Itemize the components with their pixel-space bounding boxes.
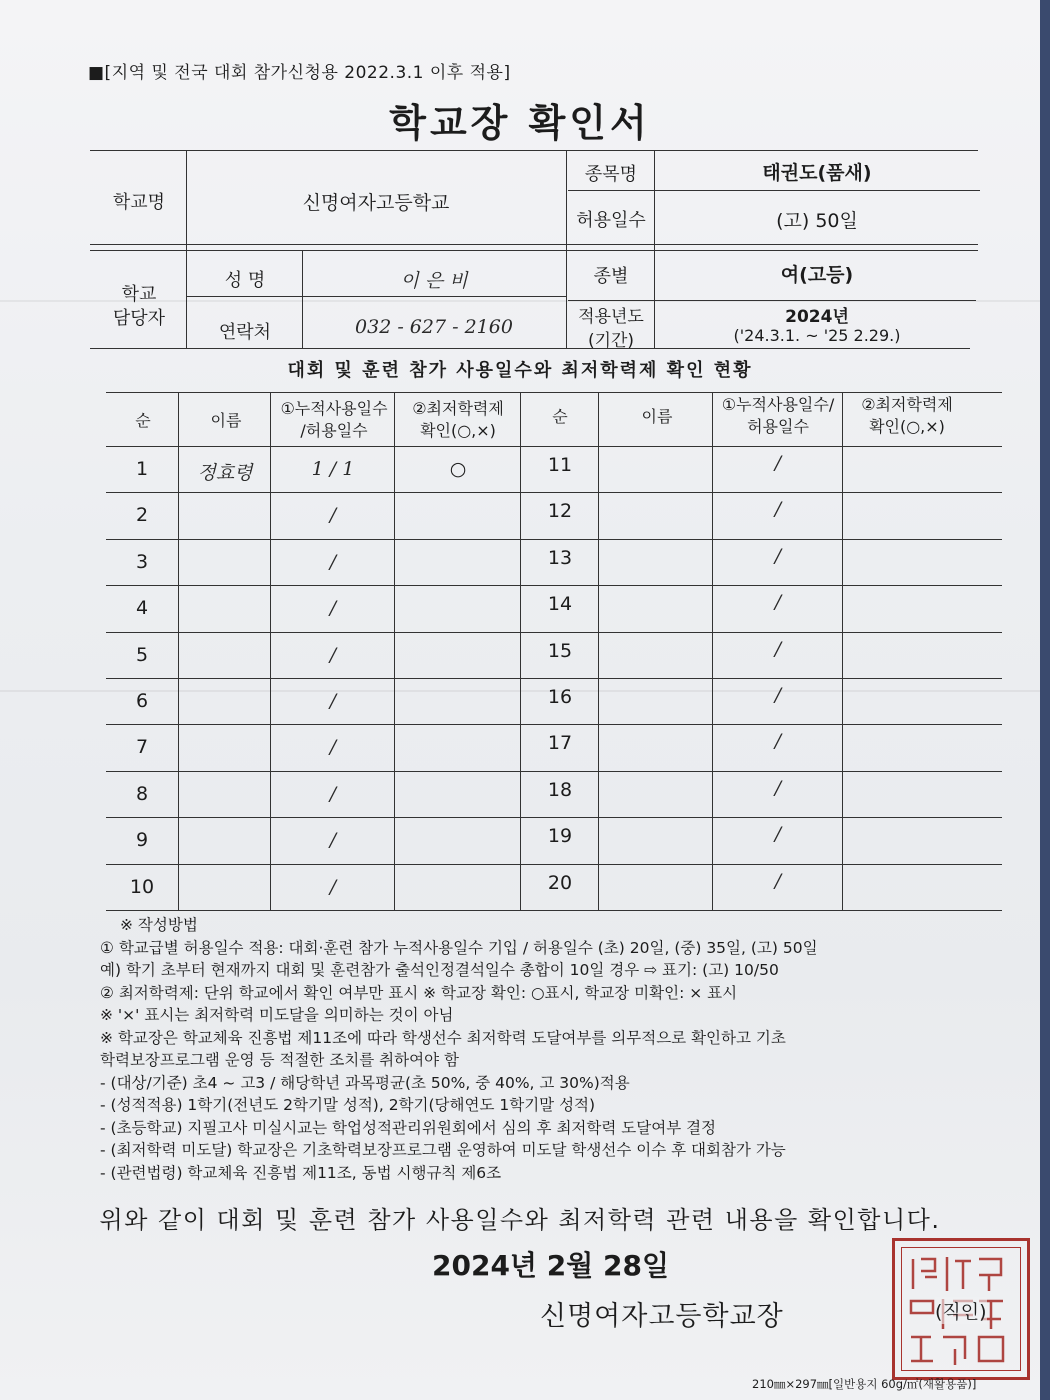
table-rule	[598, 392, 599, 910]
rule	[186, 296, 566, 297]
row-number: 4	[135, 597, 149, 619]
instruction-line: - (초등학교) 지필고사 미실시교는 학업성적관리위원회에서 심의 후 최저학력 도달여부 결정	[100, 1118, 717, 1137]
gender-value: 여(고등)	[780, 264, 854, 286]
days-used: /	[329, 690, 337, 712]
row-number: 10	[129, 876, 155, 898]
academic-check: ○	[449, 458, 467, 480]
days-used: /	[329, 597, 337, 619]
rule	[90, 150, 978, 151]
row-number: 14	[547, 593, 573, 615]
instruction-line: ② 최저학력제: 단위 학교에서 확인 여부만 표시 ※ 학교장 확인: ○표시, 학교장 미확인: × 표시	[100, 983, 738, 1002]
table-title: 대회 및 훈련 참가 사용일수와 최저학력제 확인 현황	[287, 360, 753, 381]
days-used: /	[329, 644, 337, 666]
header-academic: ②최저학력제	[412, 399, 504, 418]
rule	[90, 348, 970, 349]
table-rule	[106, 864, 1002, 865]
instruction-line: ※ '×' 표시는 최저학력 미도달을 의미하는 것이 아님	[100, 1006, 454, 1024]
header-no: 순	[552, 407, 568, 426]
table-rule	[842, 392, 843, 910]
row-number: 6	[135, 690, 149, 712]
header-no: 순	[135, 411, 151, 430]
row-number: 7	[135, 736, 149, 758]
allowed-days-value: (고) 50일	[776, 210, 858, 232]
header-days: 허용일수	[747, 417, 809, 436]
header-academic: ②최저학력제	[861, 395, 953, 414]
days-used: /	[774, 730, 782, 752]
row-number: 13	[547, 547, 573, 569]
instruction-line: ※ 작성방법	[120, 916, 198, 934]
school-name-label: 학교명	[112, 192, 166, 213]
rule	[568, 190, 980, 191]
row-number: 5	[135, 644, 149, 666]
row-number: 12	[547, 500, 573, 522]
rule	[568, 300, 976, 301]
row-number: 18	[547, 779, 573, 801]
contact-label: 연락처	[218, 322, 272, 343]
staff-label: 학교	[121, 284, 157, 305]
row-number: 3	[135, 551, 149, 573]
days-used: /	[774, 498, 782, 520]
rule	[90, 250, 978, 251]
row-number: 17	[547, 732, 573, 754]
confirmation-text: 위와 같이 대회 및 훈련 참가 사용일수와 최저학력 관련 내용을 확인합니다.	[99, 1206, 941, 1234]
days-used: /	[774, 452, 782, 474]
table-rule	[106, 632, 1002, 633]
table-rule	[106, 492, 1002, 493]
table-rule	[520, 392, 521, 910]
allowed-days-label: 허용일수	[576, 210, 646, 231]
days-used: /	[774, 638, 782, 660]
rule	[302, 250, 303, 348]
principal-name: 신명여자고등학교장	[540, 1301, 784, 1332]
header-academic: 확인(○,×)	[420, 421, 496, 440]
header-days: /허용일수	[300, 421, 368, 440]
row-number: 19	[547, 825, 573, 847]
paper-spec: 210㎜×297㎜[일반용지 60g/㎡(재활용품)]	[752, 1377, 977, 1391]
row-number: 11	[547, 454, 573, 476]
table-rule	[106, 539, 1002, 540]
instruction-line: - (최저학력 미도달) 학교장은 기초학력보장프로그램 운영하여 미도달 학생선수 이수 후 대회참가 가능	[100, 1141, 786, 1159]
period-value: ('24.3.1. ~ '25 2.29.)	[733, 326, 901, 345]
row-number: 9	[135, 829, 149, 851]
name-label: 성 명	[224, 270, 266, 291]
table-rule	[106, 910, 1002, 911]
rule	[90, 244, 978, 245]
row-number: 1	[135, 458, 149, 480]
row-number: 8	[135, 783, 149, 805]
table-rule	[106, 678, 1002, 679]
days-used: /	[774, 684, 782, 706]
table-rule	[106, 817, 1002, 818]
instruction-line: 학력보장프로그램 운영 등 적절한 조치를 취하여야 함	[100, 1051, 459, 1069]
official-seal	[892, 1238, 1030, 1380]
days-used: /	[329, 736, 337, 758]
days-used: /	[774, 870, 782, 892]
days-used: /	[774, 823, 782, 845]
gender-label: 종별	[593, 266, 629, 287]
instruction-line: ※ 학교장은 학교체육 진흥법 제11조에 따라 학생선수 최저학력 도달여부를 의무적으로 확인하고 기초	[100, 1028, 786, 1047]
days-used: /	[774, 545, 782, 567]
school-name-value: 신명여자고등학교	[302, 192, 450, 214]
row-number: 2	[135, 504, 149, 526]
header-name: 이름	[210, 411, 242, 430]
table-rule	[712, 392, 713, 910]
header-note: ■[지역 및 전국 대회 참가신청용 2022.3.1 이후 적용]	[88, 63, 511, 83]
table-rule	[106, 585, 1002, 586]
days-used: /	[329, 551, 337, 573]
table-rule	[106, 446, 1002, 447]
table-rule	[106, 724, 1002, 725]
instruction-line: - (관련법령) 학교체육 진흥법 제11조, 동법 시행규칙 제6조	[100, 1163, 502, 1182]
rule	[186, 150, 187, 348]
instruction-line: - (성적적용) 1학기(전년도 2학기말 성적), 2학기(당해연도 1학기말 성적)	[100, 1096, 596, 1114]
header-days: ①누적사용일수/	[721, 395, 835, 414]
table-rule	[106, 392, 1002, 393]
header-days: ①누적사용일수	[280, 399, 388, 418]
instruction-line: 예) 학기 초부터 현재까지 대회 및 훈련참가 출석인정결석일수 총합이 10일 경우 ⇨ 표기: (고) 10/50	[100, 961, 779, 979]
instructions	[100, 914, 1020, 1184]
days-used: /	[329, 876, 337, 898]
signature-date: 2024년 2월 28일	[432, 1249, 670, 1282]
table-rule	[270, 392, 271, 910]
row-number: 16	[547, 686, 573, 708]
days-used: 1 / 1	[311, 458, 355, 480]
sport-label: 종목명	[584, 164, 638, 185]
participant-name: 정효령	[197, 462, 253, 484]
table-rule	[106, 771, 1002, 772]
staff-label: 담당자	[112, 308, 166, 329]
sport-value: 태권도(품새)	[762, 162, 872, 184]
name-value: 이 은 비	[400, 270, 468, 292]
row-number: 15	[547, 640, 573, 662]
days-used: /	[774, 777, 782, 799]
instruction-line: - (대상/기준) 초4 ~ 고3 / 해당학년 과목평균(초 50%, 중 40%, 고 30%)적용	[100, 1073, 630, 1092]
period-label: (기간)	[587, 331, 635, 351]
contact-value: 032 - 627 - 2160	[355, 316, 513, 338]
table-rule	[178, 392, 179, 910]
table-rule	[394, 392, 395, 910]
header-academic: 확인(○,×)	[869, 417, 945, 436]
year-label: 적용년도	[578, 307, 644, 327]
year-value: 2024년	[785, 307, 849, 327]
header-name: 이름	[641, 407, 673, 426]
instruction-line: ① 학교급별 허용일수 적용: 대회·훈련 참가 누적사용일수 기입 / 허용일수 (초) 20일, (중) 35일, (고) 50일	[100, 938, 818, 957]
document-title: 학교장 확인서	[389, 101, 651, 145]
seal-label: (직인)	[935, 1297, 987, 1324]
days-used: /	[329, 504, 337, 526]
row-number: 20	[547, 872, 573, 894]
days-used: /	[774, 591, 782, 613]
days-used: /	[329, 783, 337, 805]
days-used: /	[329, 829, 337, 851]
